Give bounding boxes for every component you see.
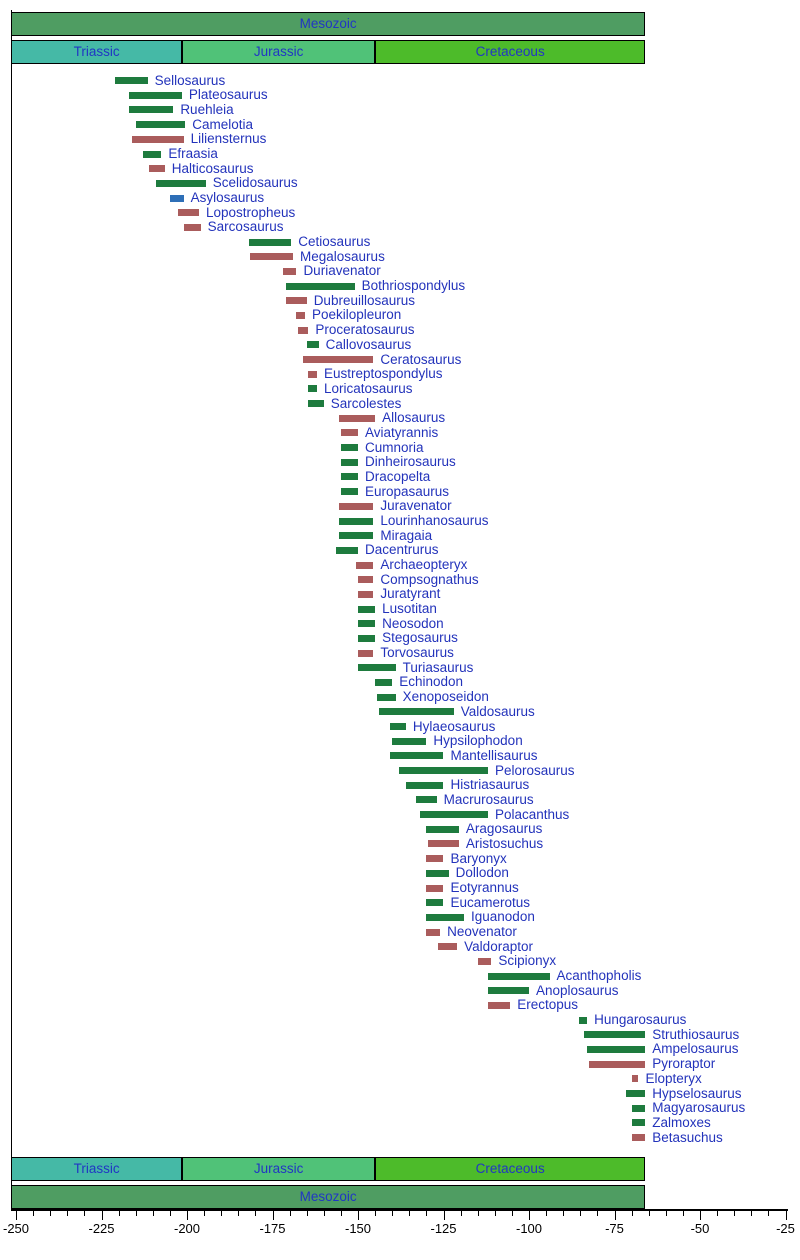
- taxon-label[interactable]: Aviatyrannis: [365, 424, 439, 440]
- taxon-bar: [390, 723, 405, 730]
- taxon-label[interactable]: Stegosaurus: [382, 630, 458, 646]
- axis-minor-tick: [50, 1211, 51, 1217]
- period-label-bottom[interactable]: Jurassic: [253, 1161, 304, 1177]
- x-axis-line: [11, 1209, 788, 1211]
- axis-tick-label: -175: [259, 1221, 286, 1236]
- taxon-label[interactable]: Poekilopleuron: [311, 307, 402, 323]
- axis-minor-tick: [204, 1211, 205, 1217]
- taxon-label[interactable]: Histriasaurus: [450, 777, 530, 793]
- axis-minor-tick: [563, 1211, 564, 1217]
- taxon-bar: [426, 826, 458, 833]
- axis-tick-label: -150: [344, 1221, 372, 1236]
- taxon-bar: [341, 429, 358, 436]
- taxon-bar: [632, 1134, 646, 1141]
- axis-minor-tick: [546, 1211, 547, 1217]
- axis-minor-tick: [580, 1211, 581, 1217]
- taxon-label[interactable]: Scipionyx: [498, 953, 557, 969]
- taxon-label[interactable]: Duriavenator: [303, 263, 381, 279]
- taxon-bar: [375, 679, 392, 686]
- axis-minor-tick: [426, 1211, 427, 1217]
- taxon-bar: [283, 268, 297, 275]
- taxon-label[interactable]: Camelotia: [192, 116, 254, 132]
- taxon-bar: [356, 562, 373, 569]
- axis-tick-label: -200: [173, 1221, 201, 1236]
- taxon-label[interactable]: Xenoposeidon: [402, 689, 489, 705]
- taxon-bar: [339, 415, 375, 422]
- taxon-label[interactable]: Aragosaurus: [465, 821, 543, 837]
- taxon-label[interactable]: Eotyrannus: [450, 880, 519, 895]
- taxon-label[interactable]: Hypsilophodon: [433, 733, 523, 749]
- taxon-bar: [632, 1105, 646, 1112]
- taxon-label[interactable]: Megalosaurus: [300, 248, 385, 264]
- taxon-bar: [358, 591, 373, 598]
- taxon-bar: [587, 1046, 645, 1053]
- taxon-label[interactable]: Callovosaurus: [325, 336, 412, 352]
- taxon-label[interactable]: Proceratosaurus: [315, 322, 415, 338]
- taxon-bar: [170, 195, 184, 202]
- axis-minor-tick: [649, 1211, 650, 1217]
- taxon-bar: [129, 106, 173, 113]
- taxon-bar: [136, 121, 186, 128]
- taxon-label[interactable]: Juratyrant: [380, 586, 441, 602]
- axis-minor-tick: [392, 1211, 393, 1217]
- taxon-label[interactable]: Hypselosaurus: [652, 1085, 742, 1101]
- axis-tick-label: -100: [515, 1221, 543, 1236]
- taxon-bar: [184, 224, 201, 231]
- axis-minor-tick: [512, 1211, 513, 1217]
- taxon-bar: [115, 77, 147, 84]
- period-bar-jurassic-top: [182, 40, 375, 64]
- taxon-label[interactable]: Sarcosaurus: [207, 219, 284, 235]
- taxon-label[interactable]: Lourinhanosaurus: [380, 513, 489, 528]
- axis-tick-label: -250: [2, 1221, 30, 1236]
- axis-minor-tick: [255, 1211, 256, 1217]
- taxon-bar: [478, 958, 492, 965]
- taxon-label[interactable]: Loricatosaurus: [323, 380, 413, 396]
- period-bar-jurassic-bottom: [182, 1157, 375, 1181]
- axis-minor-tick: [734, 1211, 735, 1217]
- taxon-bar: [377, 694, 396, 701]
- axis-minor-tick: [751, 1211, 752, 1217]
- taxon-label[interactable]: Acanthopholis: [556, 968, 642, 984]
- axis-tick-label: -125: [430, 1221, 457, 1236]
- axis-tick-label: -75: [605, 1221, 624, 1236]
- taxon-label[interactable]: Valdosaurus: [460, 703, 535, 719]
- taxon-label[interactable]: Juravenator: [380, 498, 452, 514]
- axis-minor-tick: [717, 1211, 718, 1217]
- taxon-label[interactable]: Ampelosaurus: [652, 1041, 739, 1057]
- period-label-bottom[interactable]: Cretaceous: [475, 1161, 545, 1177]
- taxon-label[interactable]: Echinodon: [399, 674, 463, 690]
- taxon-label[interactable]: Aristosuchus: [465, 835, 544, 851]
- taxon-bar: [358, 620, 375, 627]
- axis-minor-tick: [597, 1211, 598, 1217]
- axis-minor-tick: [341, 1211, 342, 1217]
- axis-major-tick: [700, 1211, 701, 1220]
- axis-minor-tick: [768, 1211, 769, 1217]
- axis-minor-tick: [307, 1211, 308, 1217]
- taxon-bar: [132, 136, 183, 143]
- taxon-label[interactable]: Bothriospondylus: [361, 278, 466, 294]
- axis-tick-label: -50: [690, 1221, 710, 1236]
- taxon-label[interactable]: Ruehleia: [180, 101, 234, 117]
- taxon-label[interactable]: Asylosaurus: [190, 190, 265, 206]
- taxon-label[interactable]: Scelidosaurus: [212, 175, 298, 191]
- taxon-label[interactable]: Dubreuillosaurus: [313, 292, 415, 308]
- axis-minor-tick: [478, 1211, 479, 1217]
- axis-minor-tick: [461, 1211, 462, 1217]
- taxon-bar: [589, 1061, 645, 1068]
- taxon-bar: [156, 180, 206, 187]
- axis-minor-tick: [375, 1211, 376, 1217]
- axis-minor-tick: [238, 1211, 239, 1217]
- taxon-bar: [143, 151, 162, 158]
- period-label-top[interactable]: Cretaceous: [475, 44, 545, 60]
- taxon-bar: [390, 752, 443, 759]
- axis-major-tick: [444, 1211, 445, 1220]
- axis-minor-tick: [666, 1211, 667, 1217]
- axis-minor-tick: [290, 1211, 291, 1217]
- taxon-label[interactable]: Dracopelta: [365, 468, 431, 484]
- taxon-bar: [339, 532, 373, 539]
- period-label-bottom[interactable]: Triassic: [73, 1161, 120, 1177]
- taxon-label[interactable]: Polacanthus: [494, 806, 570, 822]
- taxon-label[interactable]: Dinheirosaurus: [365, 454, 456, 470]
- axis-tick-label: -225: [88, 1221, 115, 1236]
- taxon-bar: [358, 650, 373, 657]
- taxon-bar: [420, 811, 488, 818]
- taxon-label[interactable]: Neosodon: [382, 615, 444, 631]
- taxon-label[interactable]: Macrurosaurus: [443, 791, 534, 807]
- taxon-bar: [426, 899, 443, 906]
- period-bar-triassic-top: [11, 40, 182, 64]
- taxon-label[interactable]: Sellosaurus: [154, 72, 226, 88]
- taxon-label[interactable]: Pelorosaurus: [494, 762, 575, 778]
- period-bar-triassic-bottom: [11, 1157, 182, 1181]
- taxon-label[interactable]: Ceratosaurus: [380, 351, 462, 367]
- taxon-label[interactable]: Eustreptospondylus: [323, 366, 443, 382]
- axis-minor-tick: [153, 1211, 154, 1217]
- taxon-label[interactable]: Allosaurus: [382, 410, 446, 426]
- axis-major-tick: [358, 1211, 359, 1220]
- taxon-bar: [286, 297, 307, 304]
- period-label-top[interactable]: Jurassic: [253, 44, 304, 60]
- taxon-label[interactable]: Eucamerotus: [450, 894, 531, 910]
- taxon-bar: [178, 209, 199, 216]
- taxon-label[interactable]: Cumnoria: [365, 439, 424, 455]
- taxon-bar: [406, 782, 444, 789]
- taxon-label[interactable]: Hylaeosaurus: [412, 718, 496, 734]
- taxon-bar: [426, 929, 440, 936]
- taxon-bar: [416, 796, 437, 803]
- taxon-label[interactable]: Iguanodon: [471, 909, 535, 925]
- taxon-label[interactable]: Cetiosaurus: [298, 234, 371, 250]
- taxon-label[interactable]: Magyarosaurus: [652, 1100, 746, 1116]
- taxon-bar: [584, 1031, 646, 1038]
- taxon-label[interactable]: Dollodon: [455, 865, 509, 881]
- period-bar-cretaceous-top: [375, 40, 645, 64]
- taxon-bar: [358, 576, 373, 583]
- axis-minor-tick: [409, 1211, 410, 1217]
- taxon-bar: [303, 356, 373, 363]
- taxon-bar: [341, 473, 358, 480]
- taxon-label[interactable]: Liliensternus: [190, 131, 267, 147]
- axis-major-tick: [187, 1211, 188, 1220]
- taxon-label[interactable]: Europasaurus: [365, 483, 450, 499]
- taxon-label[interactable]: Efraasia: [168, 146, 218, 161]
- taxon-label[interactable]: Dacentrurus: [365, 542, 439, 558]
- taxon-label[interactable]: Anoplosaurus: [536, 982, 619, 998]
- taxon-bar: [428, 840, 459, 847]
- taxon-label[interactable]: Mantellisaurus: [450, 747, 538, 763]
- taxon-label[interactable]: Halticosaurus: [171, 160, 254, 176]
- taxon-bar: [341, 444, 358, 451]
- taxon-bar: [379, 708, 454, 715]
- axis-major-tick: [16, 1211, 17, 1220]
- taxon-bar: [129, 92, 182, 99]
- taxon-label[interactable]: Archaeopteryx: [380, 557, 468, 573]
- taxon-label[interactable]: Hungarosaurus: [594, 1012, 687, 1028]
- axis-minor-tick: [221, 1211, 222, 1217]
- taxon-bar: [339, 503, 373, 510]
- taxon-label[interactable]: Plateosaurus: [188, 87, 268, 103]
- taxon-label[interactable]: Struthiosaurus: [652, 1026, 740, 1042]
- taxon-bar: [426, 855, 443, 862]
- taxon-label[interactable]: Miragaia: [380, 527, 433, 543]
- taxon-bar: [308, 371, 317, 378]
- axis-minor-tick: [67, 1211, 68, 1217]
- era-label-bottom[interactable]: Mesozoic: [299, 1189, 357, 1205]
- axis-major-tick: [102, 1211, 103, 1220]
- axis-major-tick: [615, 1211, 616, 1220]
- axis-minor-tick: [683, 1211, 684, 1217]
- taxon-bar: [296, 312, 305, 319]
- era-label-top[interactable]: Mesozoic: [299, 16, 357, 32]
- axis-minor-tick: [495, 1211, 496, 1217]
- axis-minor-tick: [136, 1211, 137, 1217]
- taxon-bar: [250, 253, 293, 260]
- taxon-bar: [358, 635, 375, 642]
- taxon-bar: [579, 1017, 588, 1024]
- axis-major-tick: [529, 1211, 530, 1220]
- taxon-bar: [286, 283, 354, 290]
- taxon-bar: [426, 870, 448, 877]
- taxon-bar: [399, 767, 488, 774]
- taxon-label[interactable]: Erectopus: [517, 997, 578, 1013]
- taxon-bar: [336, 547, 358, 554]
- taxon-bar: [392, 738, 426, 745]
- taxon-label[interactable]: Neovenator: [447, 924, 517, 940]
- taxon-label[interactable]: Lopostropheus: [205, 204, 296, 220]
- taxon-bar: [308, 385, 317, 392]
- taxon-bar: [488, 973, 550, 980]
- taxon-label[interactable]: Lusotitan: [382, 601, 437, 617]
- taxon-bar: [488, 987, 529, 994]
- taxon-bar: [149, 165, 164, 172]
- taxon-bar: [341, 488, 358, 495]
- axis-minor-tick: [632, 1211, 633, 1217]
- taxon-bar: [488, 1002, 510, 1009]
- era-bar-mesozoic-top: [11, 12, 645, 36]
- taxon-bar: [308, 400, 323, 407]
- axis-minor-tick: [170, 1211, 171, 1217]
- period-label-top[interactable]: Triassic: [73, 44, 120, 60]
- era-bar-mesozoic-bottom: [11, 1185, 645, 1209]
- taxon-label[interactable]: Compsognathus: [380, 571, 479, 587]
- taxon-bar: [358, 606, 375, 613]
- axis-minor-tick: [33, 1211, 34, 1217]
- axis-minor-tick: [324, 1211, 325, 1217]
- taxon-bar: [339, 518, 373, 525]
- taxon-label[interactable]: Zalmoxes: [652, 1114, 711, 1130]
- taxon-bar: [426, 914, 464, 921]
- taxon-label[interactable]: Pyroraptor: [652, 1056, 716, 1072]
- taxon-label[interactable]: Turiasaurus: [402, 659, 474, 675]
- taxon-bar: [341, 459, 358, 466]
- taxon-label[interactable]: Valdoraptor: [464, 938, 533, 954]
- axis-tick-label: -25: [776, 1221, 795, 1236]
- taxon-bar: [426, 885, 443, 892]
- period-bar-cretaceous-bottom: [375, 1157, 645, 1181]
- taxon-bar: [249, 239, 292, 246]
- taxon-bar: [307, 341, 319, 348]
- axis-major-tick: [786, 1211, 787, 1220]
- taxon-label[interactable]: Baryonyx: [450, 850, 507, 866]
- taxon-bar: [358, 664, 396, 671]
- taxon-bar: [298, 327, 308, 334]
- taxon-bar: [632, 1075, 639, 1082]
- taxon-label[interactable]: Elopteryx: [645, 1070, 702, 1086]
- chart-frame-line: [11, 10, 12, 1210]
- taxon-label[interactable]: Betasuchus: [652, 1129, 723, 1145]
- axis-minor-tick: [119, 1211, 120, 1217]
- axis-major-tick: [273, 1211, 274, 1220]
- taxon-bar: [438, 943, 457, 950]
- taxon-bar: [626, 1090, 645, 1097]
- taxon-label[interactable]: Torvosaurus: [380, 645, 454, 661]
- axis-minor-tick: [84, 1211, 85, 1217]
- taxon-bar: [632, 1119, 646, 1126]
- taxon-label[interactable]: Sarcolestes: [330, 395, 402, 411]
